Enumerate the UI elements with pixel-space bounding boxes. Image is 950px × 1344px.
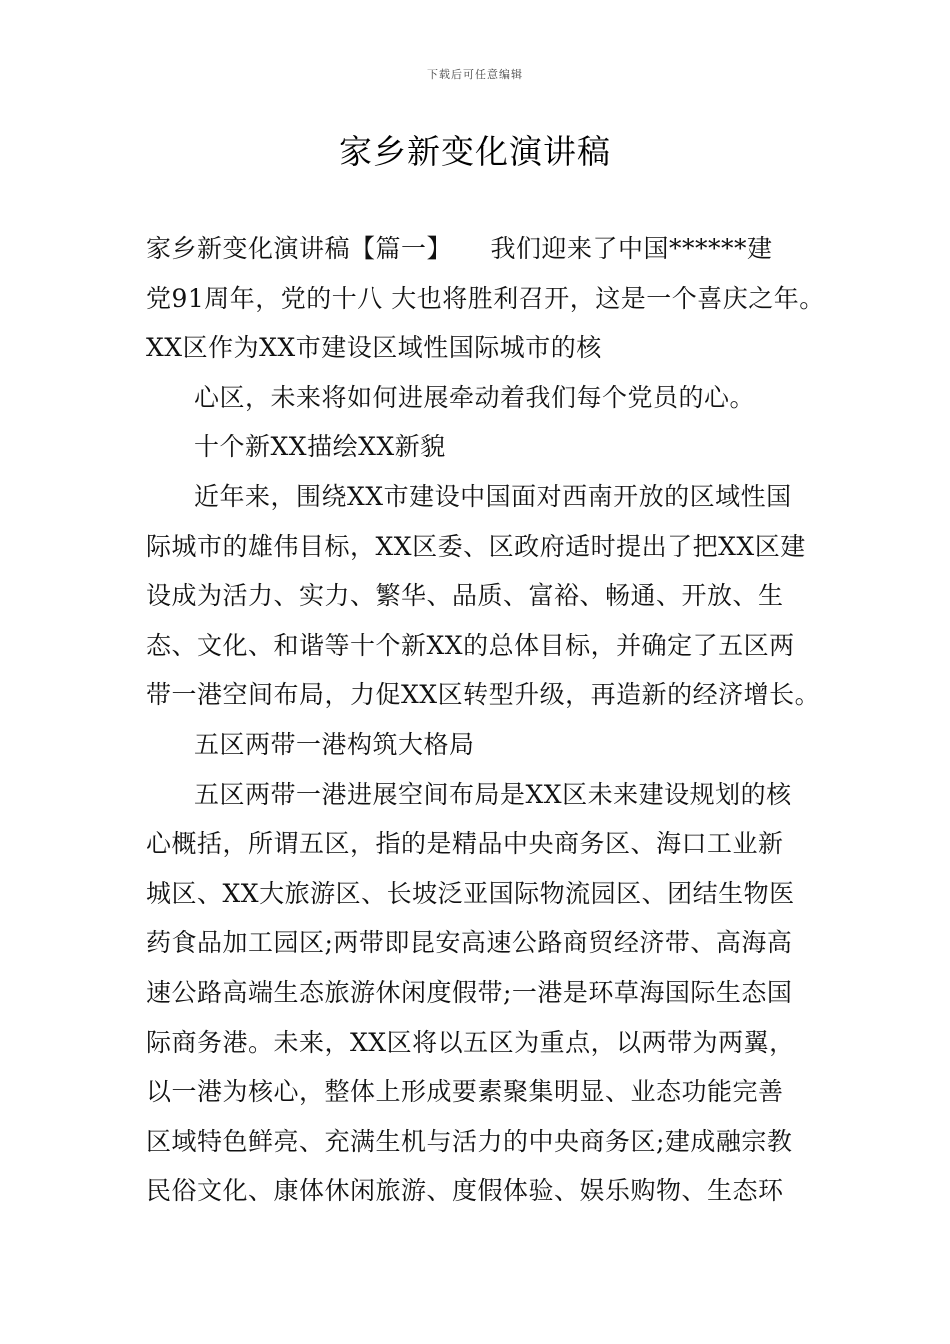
body-line: 速公路高端生态旅游休闲度假带;一港是环草海国际生态国 <box>146 977 793 1007</box>
body-line: 以一港为核心，整体上形成要素聚集明显、业态功能完善 <box>146 1077 784 1107</box>
document-title: 家乡新变化演讲稿 <box>339 132 611 171</box>
body-line: 家乡新变化演讲稿【篇一】 我们迎来了中国******建 <box>146 234 773 263</box>
body-line: 民俗文化、康体休闲旅游、度假体验、娱乐购物、生态环 <box>146 1176 784 1206</box>
body-line: 带一港空间布局，力促XX区转型升级，再造新的经济增长。 <box>146 680 821 710</box>
body-line: 近年来，围绕XX市建设中国面对西南开放的区域性国 <box>194 481 792 511</box>
section-heading: 十个新XX描绘XX新貌 <box>194 432 446 462</box>
body-line: XX区作为XX市建设区域性国际城市的核 <box>146 333 602 363</box>
page-header-note: 下载后可任意编辑 <box>427 68 523 81</box>
body-line: 际城市的雄伟目标，XX区委、区政府适时提出了把XX区建 <box>146 531 806 561</box>
section-heading: 五区两带一港构筑大格局 <box>194 729 475 759</box>
body-line: 药食品加工园区;两带即昆安高速公路商贸经济带、高海高 <box>146 928 793 958</box>
body-line: 城区、XX大旅游区、长坡泛亚国际物流园区、团结生物医 <box>146 878 795 908</box>
body-line: 心概括，所谓五区，指的是精品中央商务区、海口工业新 <box>146 829 784 859</box>
body-line: 设成为活力、实力、繁华、品质、富裕、畅通、开放、生 <box>146 581 784 611</box>
body-line: 态、文化、和谐等十个新XX的总体目标，并确定了五区两 <box>146 630 795 660</box>
document-body <box>146 224 825 1216</box>
body-line: 五区两带一港进展空间布局是XX区未来建设规划的核 <box>194 779 792 809</box>
body-line: 党91周年，党的十八 大也将胜利召开，这是一个喜庆之年。 <box>146 283 825 313</box>
body-line: 际商务港。未来，XX区将以五区为重点，以两带为两翼， <box>146 1027 795 1057</box>
body-line: 区域特色鲜亮、充满生机与活力的中央商务区;建成融宗教 <box>146 1126 793 1156</box>
body-line: 心区，未来将如何进展牵动着我们每个党员的心。 <box>194 382 756 412</box>
